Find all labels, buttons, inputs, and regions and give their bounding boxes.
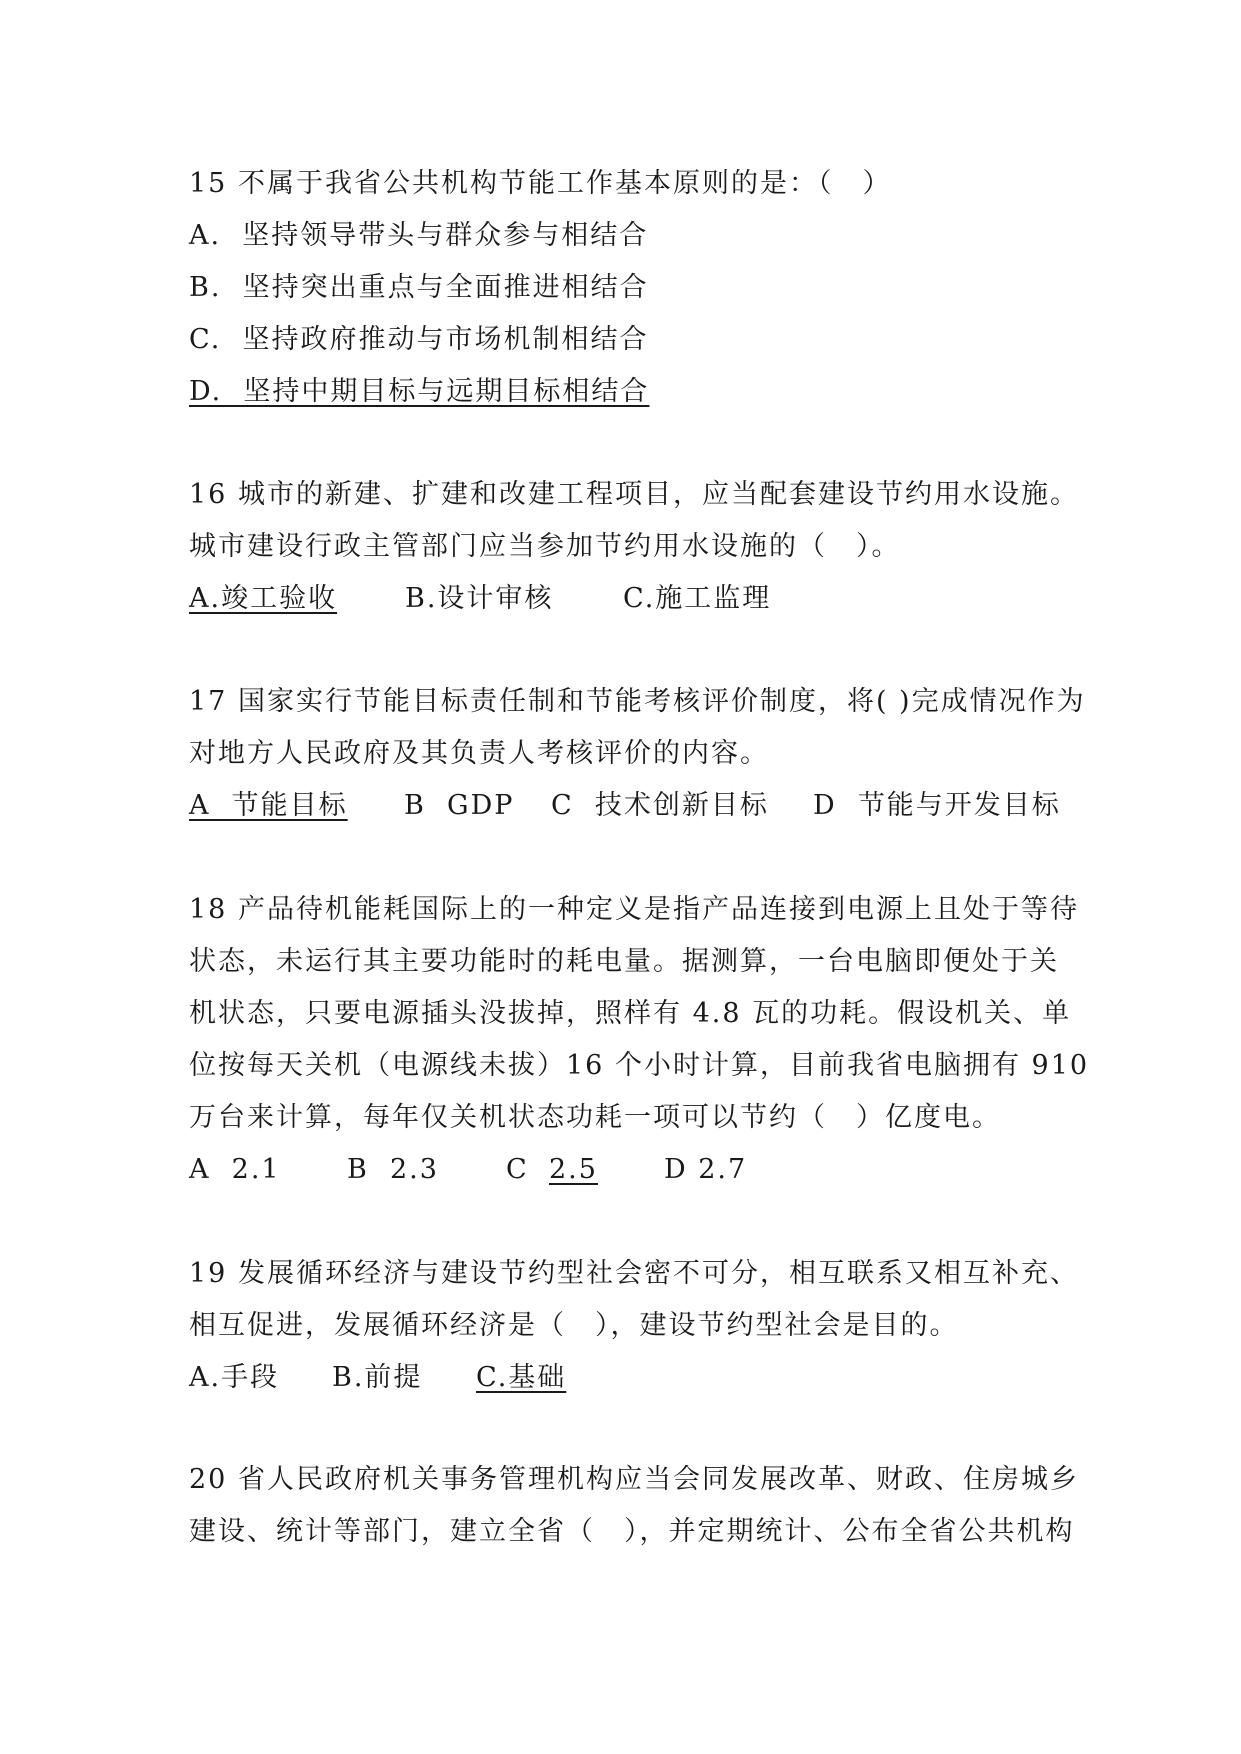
q18-option-d: D 2.7 — [664, 1154, 748, 1185]
q15-option-d-answer: D. 坚持中期目标与远期目标相结合 — [189, 376, 650, 407]
q15-option-a: A. 坚持领导带头与群众参与相结合 — [189, 220, 649, 251]
q15-option-b: B. 坚持突出重点与全面推进相结合 — [189, 272, 649, 303]
q18-option-c-letter: C — [506, 1154, 540, 1185]
q15-stem: 15 不属于我省公共机构节能工作基本原则的是：（ ） — [189, 168, 892, 199]
q15-option-c: C. 坚持政府推动与市场机制相结合 — [189, 324, 649, 355]
q20-stem-line-2: 建设、统计等部门，建立全省（ ），并定期统计、公布全省公共机构 — [189, 1516, 1075, 1547]
q17-option-c: C 技术创新目标 — [551, 790, 769, 821]
q16-option-b: B.设计审核 — [405, 583, 554, 614]
q18-stem-line-4: 位按每天关机（电源线未拔）16 个小时计算，目前我省电脑拥有 910 — [189, 1050, 1090, 1081]
q17-option-a-answer: A 节能目标 — [189, 790, 348, 821]
q16-option-a-answer: A.竣工验收 — [189, 583, 338, 614]
q16-stem-line-1: 16 城市的新建、扩建和改建工程项目，应当配套建设节约用水设施。 — [189, 479, 1079, 510]
q18-stem-line-3: 机状态，只要电源插头没拔掉，照样有 4.8 瓦的功耗。假设机关、单 — [189, 998, 1072, 1029]
q17-option-d: D 节能与开发目标 — [813, 790, 1061, 821]
q20-stem-line-1: 20 省人民政府机关事务管理机构应当会同发展改革、财政、住房城乡 — [189, 1464, 1079, 1495]
q17-option-b: B GDP — [404, 790, 515, 821]
q17-stem-line-1: 17 国家实行节能目标责任制和节能考核评价制度，将( )完成情况作为 — [189, 686, 1086, 717]
q19-stem-line-1: 19 发展循环经济与建设节约型社会密不可分，相互联系又相互补充、 — [189, 1258, 1079, 1289]
q18-stem-line-1: 18 产品待机能耗国际上的一种定义是指产品连接到电源上且处于等待 — [189, 894, 1079, 925]
q19-option-c-answer: C.基础 — [476, 1362, 567, 1393]
q18-option-c-answer: 2.5 — [549, 1154, 598, 1185]
q19-option-b: B.前提 — [332, 1362, 423, 1393]
q19-stem-line-2: 相互促进，发展循环经济是（ ），建设节约型社会是目的。 — [189, 1310, 959, 1341]
q17-stem-line-2: 对地方人民政府及其负责人考核评价的内容。 — [189, 738, 769, 769]
q18-option-b: B 2.3 — [347, 1154, 439, 1185]
q16-option-c: C.施工监理 — [623, 583, 772, 614]
q18-option-a: A 2.1 — [189, 1154, 281, 1185]
q19-option-a: A.手段 — [189, 1362, 280, 1393]
q16-stem-line-2: 城市建设行政主管部门应当参加节约用水设施的（ ）。 — [189, 531, 901, 562]
q18-stem-line-2: 状态，未运行其主要功能时的耗电量。据测算，一台电脑即便处于关 — [189, 946, 1059, 977]
q18-stem-line-5: 万台来计算，每年仅关机状态功耗一项可以节约（ ）亿度电。 — [189, 1102, 1001, 1133]
